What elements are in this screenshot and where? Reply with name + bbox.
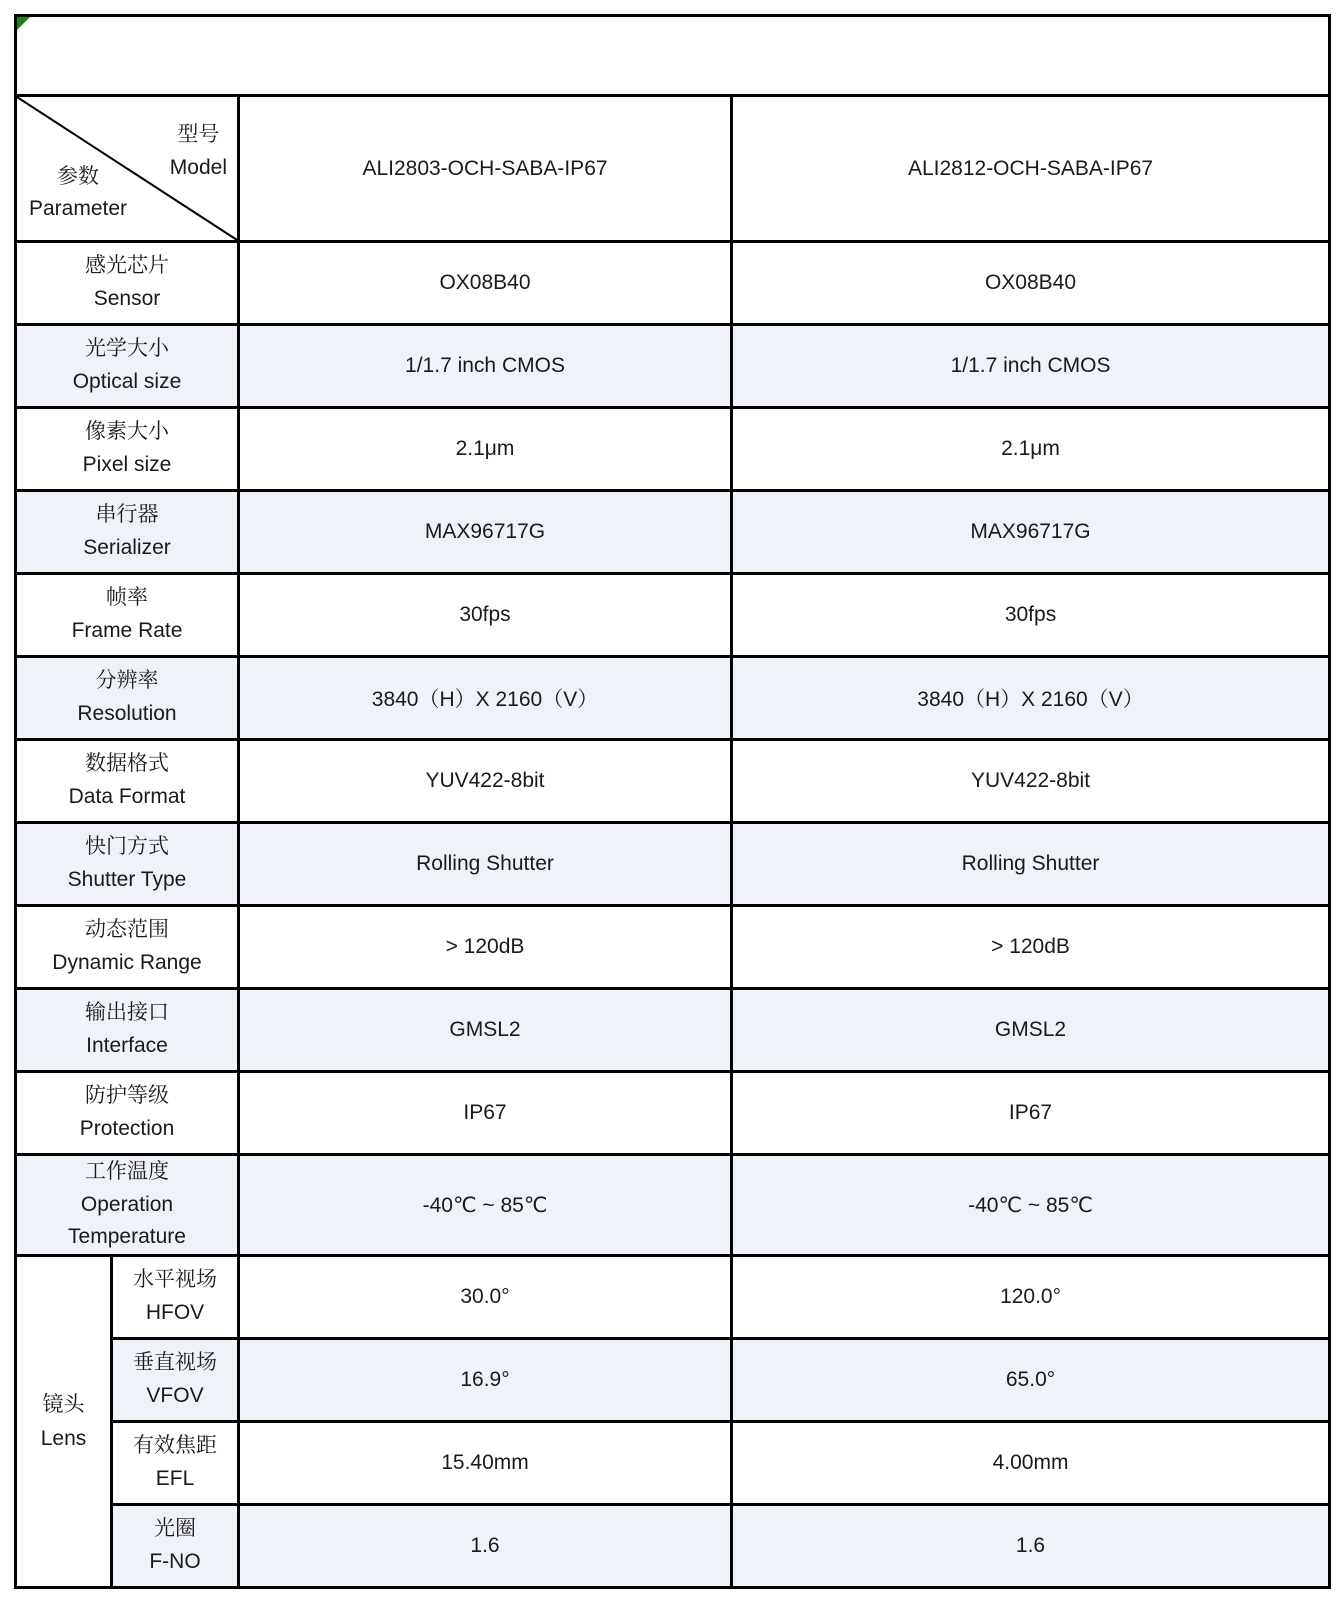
row-data-format	[16, 740, 1330, 823]
row-sensor-value-1: OX08B40	[239, 242, 732, 325]
row-serializer-value-1: MAX96717G	[239, 491, 732, 574]
row-resolution	[16, 657, 1330, 740]
row-frame-rate-value-1: 30fps	[239, 574, 732, 657]
label-zh: 感光芯片	[85, 254, 169, 278]
label-zh: 工作温度	[85, 1160, 169, 1184]
row-vfov-value-1: 16.9°	[239, 1339, 732, 1422]
row-dynamic-range-value-1: > 120dB	[239, 906, 732, 989]
label-zh: 像素大小	[85, 420, 169, 444]
row-sensor-label	[16, 242, 239, 325]
corner-model-zh: 型号	[177, 123, 220, 146]
row-shutter-type-label	[16, 823, 239, 906]
corner-param-en: Parameter	[29, 197, 128, 221]
row-fno-label	[112, 1505, 239, 1588]
page-title: 8MP ALIX8B-Z Series	[516, 38, 829, 72]
label-en: Optical size	[72, 370, 182, 393]
row-optical-size	[16, 325, 1330, 408]
lens-group-cell	[16, 1256, 112, 1588]
row-resolution-value-2: 3840（H）X 2160（V）	[732, 657, 1330, 740]
label-zh: 分辨率	[95, 669, 159, 693]
model-1-header: ALI2803-OCH-SABA-IP67	[239, 96, 732, 242]
row-interface	[16, 989, 1330, 1072]
label-en: Dynamic Range	[52, 951, 202, 974]
label-zh: 快门方式	[85, 835, 169, 859]
row-efl-value-2: 4.00mm	[732, 1422, 1330, 1505]
row-optical-size-value-1: 1/1.7 inch CMOS	[239, 325, 732, 408]
row-interface-label	[16, 989, 239, 1072]
corner-cell	[16, 96, 239, 242]
label-en: Shutter Type	[67, 868, 187, 891]
label-en: HFOV	[145, 1301, 205, 1324]
row-operation-temperature	[16, 1155, 1330, 1256]
row-protection-value-1: IP67	[239, 1072, 732, 1155]
row-fno-value-2: 1.6	[732, 1505, 1330, 1588]
label-zh: 有效焦距	[133, 1434, 217, 1458]
row-frame-rate-label	[16, 574, 239, 657]
row-hfov-value-2: 120.0°	[732, 1256, 1330, 1339]
corner-param-label	[29, 161, 127, 226]
row-shutter-type-value-2: Rolling Shutter	[732, 823, 1330, 906]
row-data-format-value-1: YUV422-8bit	[239, 740, 732, 823]
green-corner-marker	[17, 17, 30, 30]
row-vfov-value-2: 65.0°	[732, 1339, 1330, 1422]
label-en: Resolution	[77, 702, 177, 725]
label-en: Sensor	[93, 287, 161, 310]
label-zh: 输出接口	[85, 1001, 169, 1025]
row-dynamic-range-value-2: > 120dB	[732, 906, 1330, 989]
row-sensor	[16, 242, 1330, 325]
row-serializer-value-2: MAX96717G	[732, 491, 1330, 574]
row-efl	[16, 1422, 1330, 1505]
row-pixel-size-value-2: 2.1μm	[732, 408, 1330, 491]
row-vfov-label	[112, 1339, 239, 1422]
header-row	[16, 96, 1330, 242]
label-en: Operation Temperature	[68, 1192, 186, 1249]
row-sensor-value-2: OX08B40	[732, 242, 1330, 325]
row-frame-rate	[16, 574, 1330, 657]
row-efl-value-1: 15.40mm	[239, 1422, 732, 1505]
label-en: F-NO	[149, 1550, 201, 1573]
label-en: Frame Rate	[71, 619, 183, 642]
label-en: Interface	[86, 1034, 168, 1057]
model-2-header: ALI2812-OCH-SABA-IP67	[732, 96, 1330, 242]
row-pixel-size-label	[16, 408, 239, 491]
label-en: Protection	[79, 1117, 175, 1140]
row-hfov	[16, 1256, 1330, 1339]
spec-table	[14, 14, 1331, 1589]
label-zh: 垂直视场	[133, 1351, 217, 1375]
label-en: Data Format	[68, 785, 186, 808]
row-hfov-value-1: 30.0°	[239, 1256, 732, 1339]
row-serializer	[16, 491, 1330, 574]
label-zh: 动态范围	[85, 918, 169, 942]
row-protection	[16, 1072, 1330, 1155]
row-frame-rate-value-2: 30fps	[732, 574, 1330, 657]
row-operation-temperature-label	[16, 1155, 239, 1256]
row-shutter-type	[16, 823, 1330, 906]
label-zh: 数据格式	[85, 752, 169, 776]
row-fno-value-1: 1.6	[239, 1505, 732, 1588]
row-serializer-label	[16, 491, 239, 574]
row-efl-label	[112, 1422, 239, 1505]
label-en: Pixel size	[82, 453, 172, 476]
row-optical-size-value-2: 1/1.7 inch CMOS	[732, 325, 1330, 408]
label-zh: 帧率	[106, 586, 148, 610]
row-dynamic-range	[16, 906, 1330, 989]
label-zh: 光圈	[154, 1517, 196, 1541]
row-data-format-value-2: YUV422-8bit	[732, 740, 1330, 823]
row-interface-value-1: GMSL2	[239, 989, 732, 1072]
row-protection-value-2: IP67	[732, 1072, 1330, 1155]
corner-param-zh: 参数	[57, 164, 100, 188]
row-resolution-label	[16, 657, 239, 740]
row-optical-size-label	[16, 325, 239, 408]
row-operation-temperature-value-1: -40℃ ~ 85℃	[239, 1155, 732, 1256]
row-pixel-size	[16, 408, 1330, 491]
label-en: Serializer	[83, 536, 171, 559]
lens-group-zh: 镜头	[42, 1392, 85, 1416]
row-shutter-type-value-1: Rolling Shutter	[239, 823, 732, 906]
label-en: EFL	[155, 1467, 195, 1490]
corner-model-en: Model	[169, 155, 227, 179]
table-title-bar	[16, 16, 1330, 96]
corner-model-label	[170, 119, 227, 184]
row-fno	[16, 1505, 1330, 1588]
row-data-format-label	[16, 740, 239, 823]
row-vfov	[16, 1339, 1330, 1422]
row-dynamic-range-label	[16, 906, 239, 989]
label-zh: 防护等级	[85, 1084, 169, 1108]
row-resolution-value-1: 3840（H）X 2160（V）	[239, 657, 732, 740]
lens-group-en: Lens	[40, 1426, 87, 1450]
row-protection-label	[16, 1072, 239, 1155]
label-zh: 串行器	[95, 503, 159, 527]
row-pixel-size-value-1: 2.1μm	[239, 408, 732, 491]
label-zh: 水平视场	[133, 1268, 217, 1292]
row-operation-temperature-value-2: -40℃ ~ 85℃	[732, 1155, 1330, 1256]
label-en: VFOV	[146, 1384, 204, 1407]
label-zh: 光学大小	[85, 337, 169, 361]
row-hfov-label	[112, 1256, 239, 1339]
title-row	[16, 16, 1330, 96]
row-interface-value-2: GMSL2	[732, 989, 1330, 1072]
